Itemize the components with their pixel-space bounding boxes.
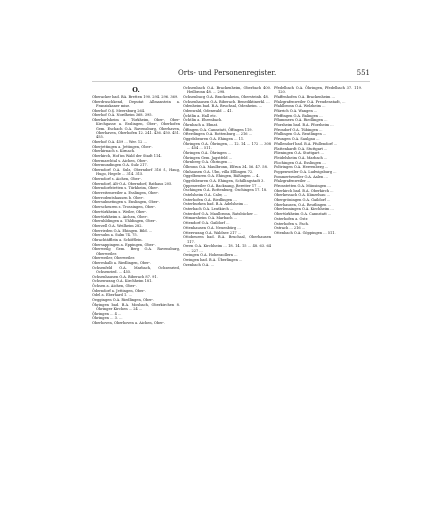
index-entry: Obermarchtal s. Aichen, Ober-. [92,158,149,163]
index-entry: Oberhof O.Ä. Nordheim 368. 395. [92,113,153,118]
index-entry: Odenwald, Odenwald ... 41. [183,109,233,114]
index-entry: Oberdruschkend, Deputat Allmanstein a. Franziskaner mise. [92,99,180,108]
index-entry: Pfahlbronn O.A. Welzheim ... [274,104,326,109]
index-entry: Poltringen O.A. Herrenberg ... [274,165,329,170]
index-entry: Öchtlin a. Hall etc. [183,113,217,118]
index-entry: Ostrach ... 216 ... [274,226,306,231]
index-entry: Pfronstetten O.A. Münsingen ... [274,184,331,189]
index-entry: Oberweilg Gem. Berg O.A. Ravensburg, Oberweiler. [92,247,180,256]
index-entry: Öchsen a. Aichen, Ober-. [92,284,137,289]
index-entry: Oberhof O.A. 459 ... Wer. 12 ... [92,139,147,144]
index-entry: Pfärrich O.A. Wangen ... [274,109,318,114]
index-entry: Ochsenhausen O.A. Biberach. Benediktinerkl. ... [183,99,270,104]
index-entry: Ottobeuren bad. B.A. Bruchsal, Oberhausen 117. [183,235,271,244]
index-entry: Pfedelbach O.A. Öhringen, Pfedelbach 37. 119. 120. [274,86,362,95]
index-entry: Pfrungen O.A. Saulgau ... [274,137,320,142]
index-entry: Obersulm a. Sulm 74. 75. [92,233,138,238]
index-entry: Ochsenbach O.A. Brackenheim, Oberbach 400. Heilbronn 48. ... 298. [183,86,271,95]
index-entry: Ochsenwang O.A. Kirchheim 181. [92,279,153,284]
index-entry: Ottenbach O.A. Göppingen ... 511. [274,230,336,235]
index-entry: Oberndorf O.A. Sulz, Oberndorf 316 f., Haug, Hugo, Hegele ... 314. 315. [92,168,180,177]
index-entry: Ottenhausen O.A. Neuenbürg ... [183,225,241,230]
index-entry: Oberndorf, Alt-O.A. Oberndorf, Rathaus 205. [92,181,173,186]
index-entry: Öhringen O.A. Öhringen ... [183,150,232,155]
index-entry: Oeggingen O.A. Riedlingen, Ober-. [92,298,155,303]
index-entry: Oberrodentshausen b. Ober-. [92,195,145,200]
index-entry: Oggelsbeuren O.A. Ehingen, Schillingstadt 3. [183,178,265,183]
index-entry: Obersappingen a. Eppingen, Ober-. [92,242,156,247]
index-entry: Pfeffingen O.A. Balingen ... [274,113,323,118]
index-entry: Oberkirch, Hof im Wald der Stadt 114. [92,153,162,158]
index-entry: Pleidelsheim O.A. Marbach ... [274,155,328,160]
index-entry: Öhringen ... 4 ... [92,311,122,316]
index-entry: Oberhoven, Oberhoven a. Aichen, Ober-. [92,321,166,326]
page-number: 551 [356,69,370,77]
index-column-3 [274,86,362,236]
index-entry: Odel a. Eberhard 1. ... [92,293,132,298]
index-entry: Osterbach O.A. Leutkirch ... [183,207,234,212]
index-entry: Ohrnberg O.A. Öhringen ... [183,160,232,165]
index-entry: Pfaffenhofen O.A. Brackenheim ... [274,94,335,99]
index-entry: Oberscheuren s. Trossingen, Ober-. [92,205,157,210]
index-entry: Pfalzgrafenweiler ... [274,179,311,184]
index-entry: Obrachtäfflein a. Schöfflein. [92,237,143,242]
index-entry: Oberkirch bad. B.A. Oberkirch ... [274,188,334,193]
index-entry: Öhrnbach a. Ebnat. [183,123,219,128]
index-entry: Poppenweiler O.A. Ludwigsburg ... [274,169,337,174]
index-entry: Pfrondorf O.A. Tübingen ... [274,127,323,132]
index-entry: Oberweiler, Oberweiler. [92,256,135,261]
index-entry: Olnhausen O.A. Ulm, villa Elllingen 72. [183,169,254,174]
index-entry: Ofterdingen O.A. Rottenburg ... 216 ... [183,132,253,137]
index-entry: Oberjettingen a. Jettingen, Ober-. [92,144,153,149]
section-letter: O. [132,86,140,94]
index-entry: Osterhofen O.A. Riedlingen ... [183,197,237,202]
index-entry: Öderndorf a. Jettingen, Ober-. [92,288,147,293]
index-entry: Obermundingen O.A. Sulz 217. [92,163,148,168]
index-entry: Oggelsbeuren O.A. Ehingen ... 11. [183,137,245,142]
index-entry: Oppenweiler O.A. Backnang, Bereiter 17 ... [183,183,261,188]
index-entry: Owingen bad. B.A. Überlingen ... [183,257,243,262]
index-entry: Plieningen O.A. Stuttgart ... [274,151,324,156]
index-entry: Öhringen ... 3. ... [92,316,123,321]
index-entry: Osterhofen a. Ostr. [274,216,309,221]
index-entry: Oberzell O.A. Weilheim 282. [92,223,143,228]
index-entry: Obertürkheim O.A. Cannstatt ... [274,212,332,217]
index-entry: Ochsenbucg O.A. Brackenheim, Obersteinb. 48. [183,94,269,99]
index-entry: Pfalzgrafenweiler O.A. Freudenstadt, ... [274,99,346,104]
index-entry: Oberhof O.S. Meersburg 264. [92,108,146,113]
index-entry: Oberndorfstetten s. Türkheim, Ober-. [92,186,160,191]
index-entry: Obertürkheim s. Weiler, Ober-. [92,209,148,214]
index-entry: Oberuhldingen a. Uhldingen, Ober-. [92,219,157,224]
index-entry: Ozenbach O.A. ... [183,262,214,267]
page-title: Orts- und Personenregister. [178,69,277,77]
index-entry: Plochingen O.A. Esslingen ... [274,160,326,165]
index-entry: Oberhausen, O.A. Reutlingen ... [274,202,331,207]
index-entry: Oberkarlsheim a. Türkheim, Ober-, Ober-Kirchgasse a. Esslingen, Ober-, Oberhofen Gem. Eschach O.A. Ravensburg, Oberhaven, Oberhaven, Oberhofen 12. 241. 436. 450. 451. 455. [92,118,180,140]
index-entry: Pommertsweiler O.A. Aalen ... [274,174,328,179]
index-entry: Pflummern O.A. Riedlingen ... [274,118,328,123]
index-entry: Osterdorf O.A. Maulbronn, Ratsbücher ... [183,211,258,216]
index-entry: Oberndorf s. Aichen, Ober-. [92,177,142,182]
index-entry: Pfullingen O.A. Reutlingen ... [274,132,327,137]
index-column-2 [183,86,271,267]
index-entry: Öhringen bad. B.A. Mosbach, Oberkirchen 8. Öhringer Kirchen ... 24 ... [92,302,180,312]
index-entry: Ölbronn O.A. Maulbronn, Elfrun 34. 56. 47. 58. [183,164,268,169]
header-rule [92,81,370,82]
index-entry: Oberreitenweiler a. Esslingen, Ober-. [92,191,160,196]
index-entry: Owingen O.A. Hohenzollern ... [183,253,238,258]
index-entry: Plattenhardt O.A. Stuttgart ... [274,146,328,151]
index-entry: Osterhofen s. Fach. [274,221,309,226]
index-entry: Ochsenfeld O.A. Marbach, Ochsenried, Ochsenried. ... 455. [92,265,180,274]
index-entry: Oberkirnach s. Kirnach. [92,149,136,154]
index-entry: Obereshalb a. Riedlingen, Ober-. [92,261,152,266]
index-entry: Osterburken bad. B.A. Adelsheim ... [183,202,248,207]
index-entry: Pforzheim bad. B.A. Pforzheim ... [274,123,334,128]
index-entry: Oberlenningen O.A. Kirchheim ... [274,207,334,212]
index-entry: Öhringen Gem. Jagstfeld ... [183,155,233,160]
index-entry: Obergröningen O.A. Gaildorf ... [274,198,331,203]
index-entry: Otterswang O.A. Waldsee 217 ... [183,230,242,235]
index-entry: Ottmarsheim O.A. Marbach ... [183,216,238,221]
index-entry: Ottendorf O.A. Gaildorf ... [183,221,230,226]
index-entry: Obersulmetingen s. Enslingen, Ober-. [92,200,160,205]
index-entry: Oberkessach O.A. Künzelsau ... [274,193,330,198]
index-entry: Oggelbeuren O.A. Ehingen, Bäßingen ... 4. [183,174,260,179]
page-header [120,69,370,79]
index-entry: Ostelsheim O.A. Calw, ... [183,193,228,198]
index-entry: Öschingen O.A. Rottenburg, Öschingen 17. 18. [183,188,268,193]
index-entry: Ochsenhausen O.A. Biberach 87. 91. [92,274,158,279]
index-column-1 [92,86,180,326]
index-entry: Pfullendorf bad. B.A. Pfullendorf ... [274,141,338,146]
index-entry: Öchtlin a. Ehrenbach. [183,118,223,123]
index-entry: Öhringen O.A. Öhringen, ... 12. 14 ... 172 ... 308 ... 454 ... 511. [183,141,271,151]
index-entry: Oberrieden O.A. Ehingen. Bild. ... [92,228,153,233]
index-entry: Obertürkheim s. Aichen, Ober-. [92,214,149,219]
index-entry: Odenheim bad. B.A. Bruchsal, Odenheim. ... [183,104,263,109]
index-entry: Oberacker bad. BA. Bretten 190. 294. 296. 369. [92,95,179,99]
index-entry: Öffingen O.A. Cannstatt, Öffingen 119. [183,127,253,132]
index-entry: Owen O.A. Kirchheim ... 18. 14. 15 ... 48. 63. 64 ... 227 ... [183,244,271,253]
